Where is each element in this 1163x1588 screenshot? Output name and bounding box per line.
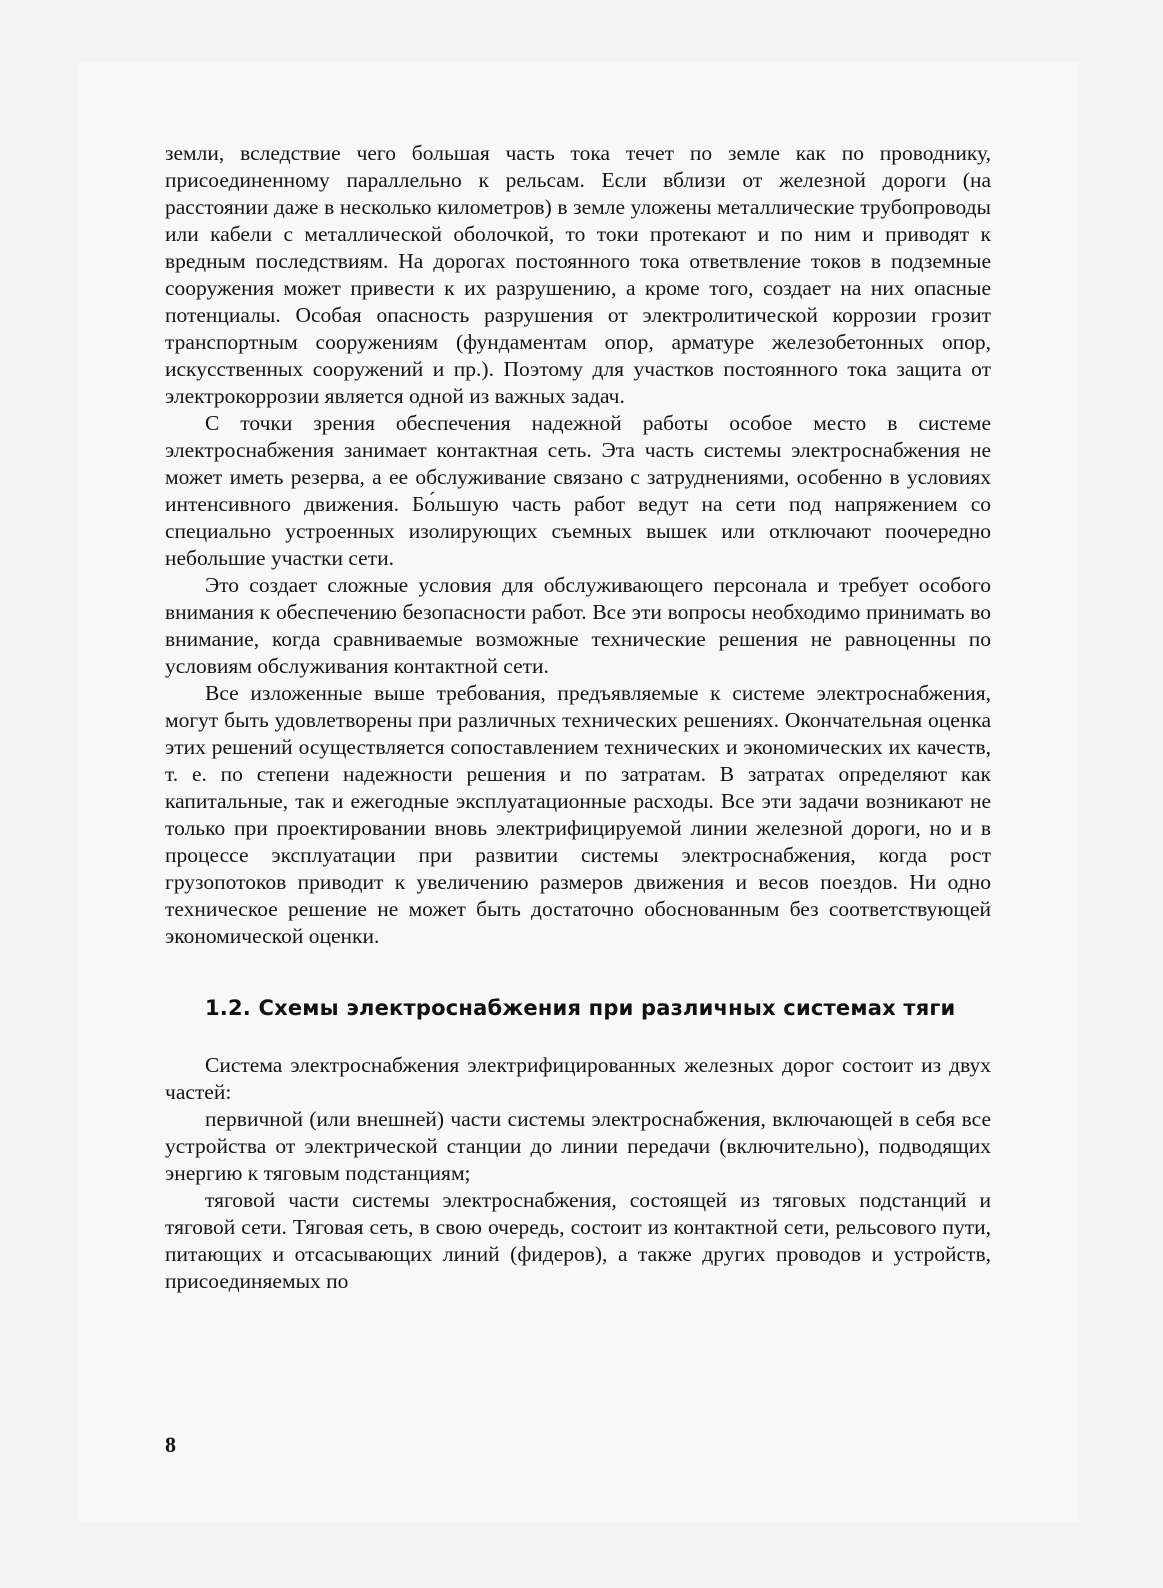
paragraph-system-parts: Система электроснабжения электрифицированных железных дорог состоит из двух частей: [165,1053,991,1104]
section-heading: 1.2. Схемы электроснабжения при различных системах тяги [205,996,956,1020]
document-body [165,140,991,1295]
paragraph-personnel-safety: Это создает сложные условия для обслуживающего персонала и требует особого внимания к обеспечению безопасности работ. Все эти вопросы необходимо принимать во внимание, когда сравниваемые возможные технические решения не равноценны по условиям обслуживания контактной сети. [165,573,991,678]
paragraph-traction-part: тяговой части системы электроснабжения, состоящей из тяговых подстанций и тяговой сети. Тяговая сеть, в свою очередь, состоит из контактной сети, рельсового пути, питающих и отсасывающих линий (фидеров), а также других проводов и устройств, присоединяемых по [165,1188,991,1293]
paragraph-requirements: Все изложенные выше требования, предъявляемые к системе электроснабжения, могут быть удовлетворены при различных технических решениях. Окончательная оценка этих решений осуществляется сопоставлением технических и экономических их качеств, т. е. по степени надежности решения и по затратам. В затратах определяют как капитальные, так и ежегодные эксплуатационные расходы. Все эти задачи возникают не только при проектировании вновь электрифицируемой линии железной дороги, но и в процессе эксплуатации при развитии системы электроснабжения, когда рост грузопотоков приводит к увеличению размеров движения и весов поездов. Ни одно техническое решение не может быть достаточно обоснованным без соответствующей экономической оценки. [165,681,991,948]
page-number: 8 [165,1432,176,1457]
paragraph-primary-part: первичной (или внешней) части системы электроснабжения, включающей в себя все устройства от электрической станции до линии передачи (включительно), подводящих энергию к тяговым подстанциям; [165,1107,991,1185]
paragraph-contact-network: С точки зрения обеспечения надежной работы особое место в системе электроснабжения занимает контактная сеть. Эта часть системы электроснабжения не может иметь резерва, а ее обслуживание связано с затруднениями, особенно в условиях интенсивного движения. Бо́льшую часть работ ведут на сети под напряжением со специально устроенных изолирующих съемных вышек или отключают поочередно небольшие участки сети. [165,411,991,570]
paragraph-continuation: земли, вследствие чего большая часть тока течет по земле как по проводнику, присоединенному параллельно к рельсам. Если вблизи от железной дороги (на расстоянии даже в несколько километров) в земле уложены металлические трубопроводы или кабели с металлической оболочкой, то токи протекают и по ним и приводят к вредным последствиям. На дорогах постоянного тока ответвление токов в подземные сооружения может привести к их разрушению, а кроме того, создает на них опасные потенциалы. Особая опасность разрушения от электролитической коррозии грозит транспортным сооружениям (фундаментам опор, арматуре железобетонных опор, искусственных сооружений и пр.). Поэтому для участков постоянного тока защита от электрокоррозии является одной из важных задач. [165,141,991,408]
